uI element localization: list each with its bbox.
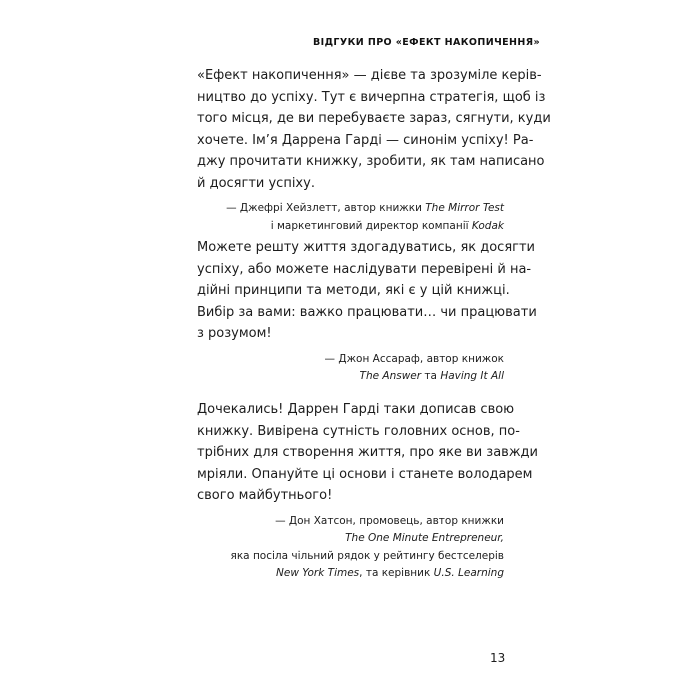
quote-line: джу прочитати книжку, зробити, як там написано — [197, 154, 545, 169]
attribution-line — [197, 530, 504, 548]
attribution-text: та — [421, 370, 441, 382]
running-head: ВІДГУКИ ПРО «ЕФЕКТ НАКОПИЧЕННЯ» — [313, 37, 540, 48]
attribution-line — [197, 218, 504, 236]
company-name: Kodak — [471, 219, 504, 232]
book-title: The Answer — [359, 370, 422, 382]
testimonial-2 — [197, 237, 537, 386]
attribution-line: яка посіла чільний рядок у рейтингу бестселерів — [230, 549, 504, 562]
testimonial-attribution — [197, 200, 504, 235]
testimonial-attribution — [197, 513, 504, 583]
company-name: U.S. Learning — [433, 567, 504, 579]
publication-name: New York Times — [276, 567, 360, 579]
page-number: 13 — [490, 651, 506, 665]
quote-line: Вибір за вами: важко працювати… чи працювати — [197, 304, 537, 320]
quote-line: успіху, або можете наслідувати перевірені й на- — [197, 261, 532, 277]
attribution-text: і маркетинговий директор компанії — [270, 219, 472, 232]
testimonial-attribution — [197, 351, 504, 386]
attribution-line: — Дон Хатсон, промовець, автор книжки — [275, 514, 504, 527]
quote-line: свого майбутнього! — [197, 488, 333, 503]
quote-line: Дочекались! Даррен Гарді таки дописав свою — [197, 402, 515, 417]
quote-line: мріяли. Опануйте ці основи і станете володарем — [197, 466, 533, 482]
testimonial-quote — [197, 399, 538, 507]
testimonial-3 — [197, 399, 538, 583]
attribution-line — [197, 368, 504, 386]
quote-line: трібних для створення життя, про яке ви завжди — [197, 445, 538, 460]
attribution-text: — Джефрі Хейзлетт, автор книжки — [226, 202, 426, 214]
quote-line: ництво до успіху. Тут є вичерпна стратегія, щоб із — [197, 89, 546, 105]
quote-line: з розумом! — [197, 326, 272, 341]
testimonial-1 — [197, 65, 551, 235]
attribution-text: , та керівник — [359, 567, 434, 579]
attribution-line — [197, 200, 504, 218]
testimonial-quote — [197, 65, 551, 194]
attribution-line: — Джон Ассараф, автор книжок — [324, 352, 504, 365]
book-title: The Mirror Test — [425, 202, 504, 214]
book-title: The One Minute Entrepreneur, — [345, 532, 504, 544]
quote-line: того місця, де ви перебуваєте зараз, сягнути, куди — [197, 111, 551, 126]
attribution-line — [197, 565, 504, 583]
testimonial-quote — [197, 237, 537, 345]
quote-line: Можете решту життя здогадуватись, як досягти — [197, 240, 536, 255]
quote-line: дійні принципи та методи, які є у цій книжці. — [197, 283, 510, 298]
quote-line: книжку. Вивірена сутність головних основ, по- — [197, 423, 520, 439]
quote-line: хочете. Ім’я Даррена Гарді — синонім успіху! Ра- — [197, 132, 534, 148]
quote-line: й досягти успіху. — [197, 175, 315, 191]
quote-line: «Ефект накопичення» — дієве та зрозуміле керів- — [197, 68, 542, 83]
book-title: Having It All — [440, 370, 504, 382]
